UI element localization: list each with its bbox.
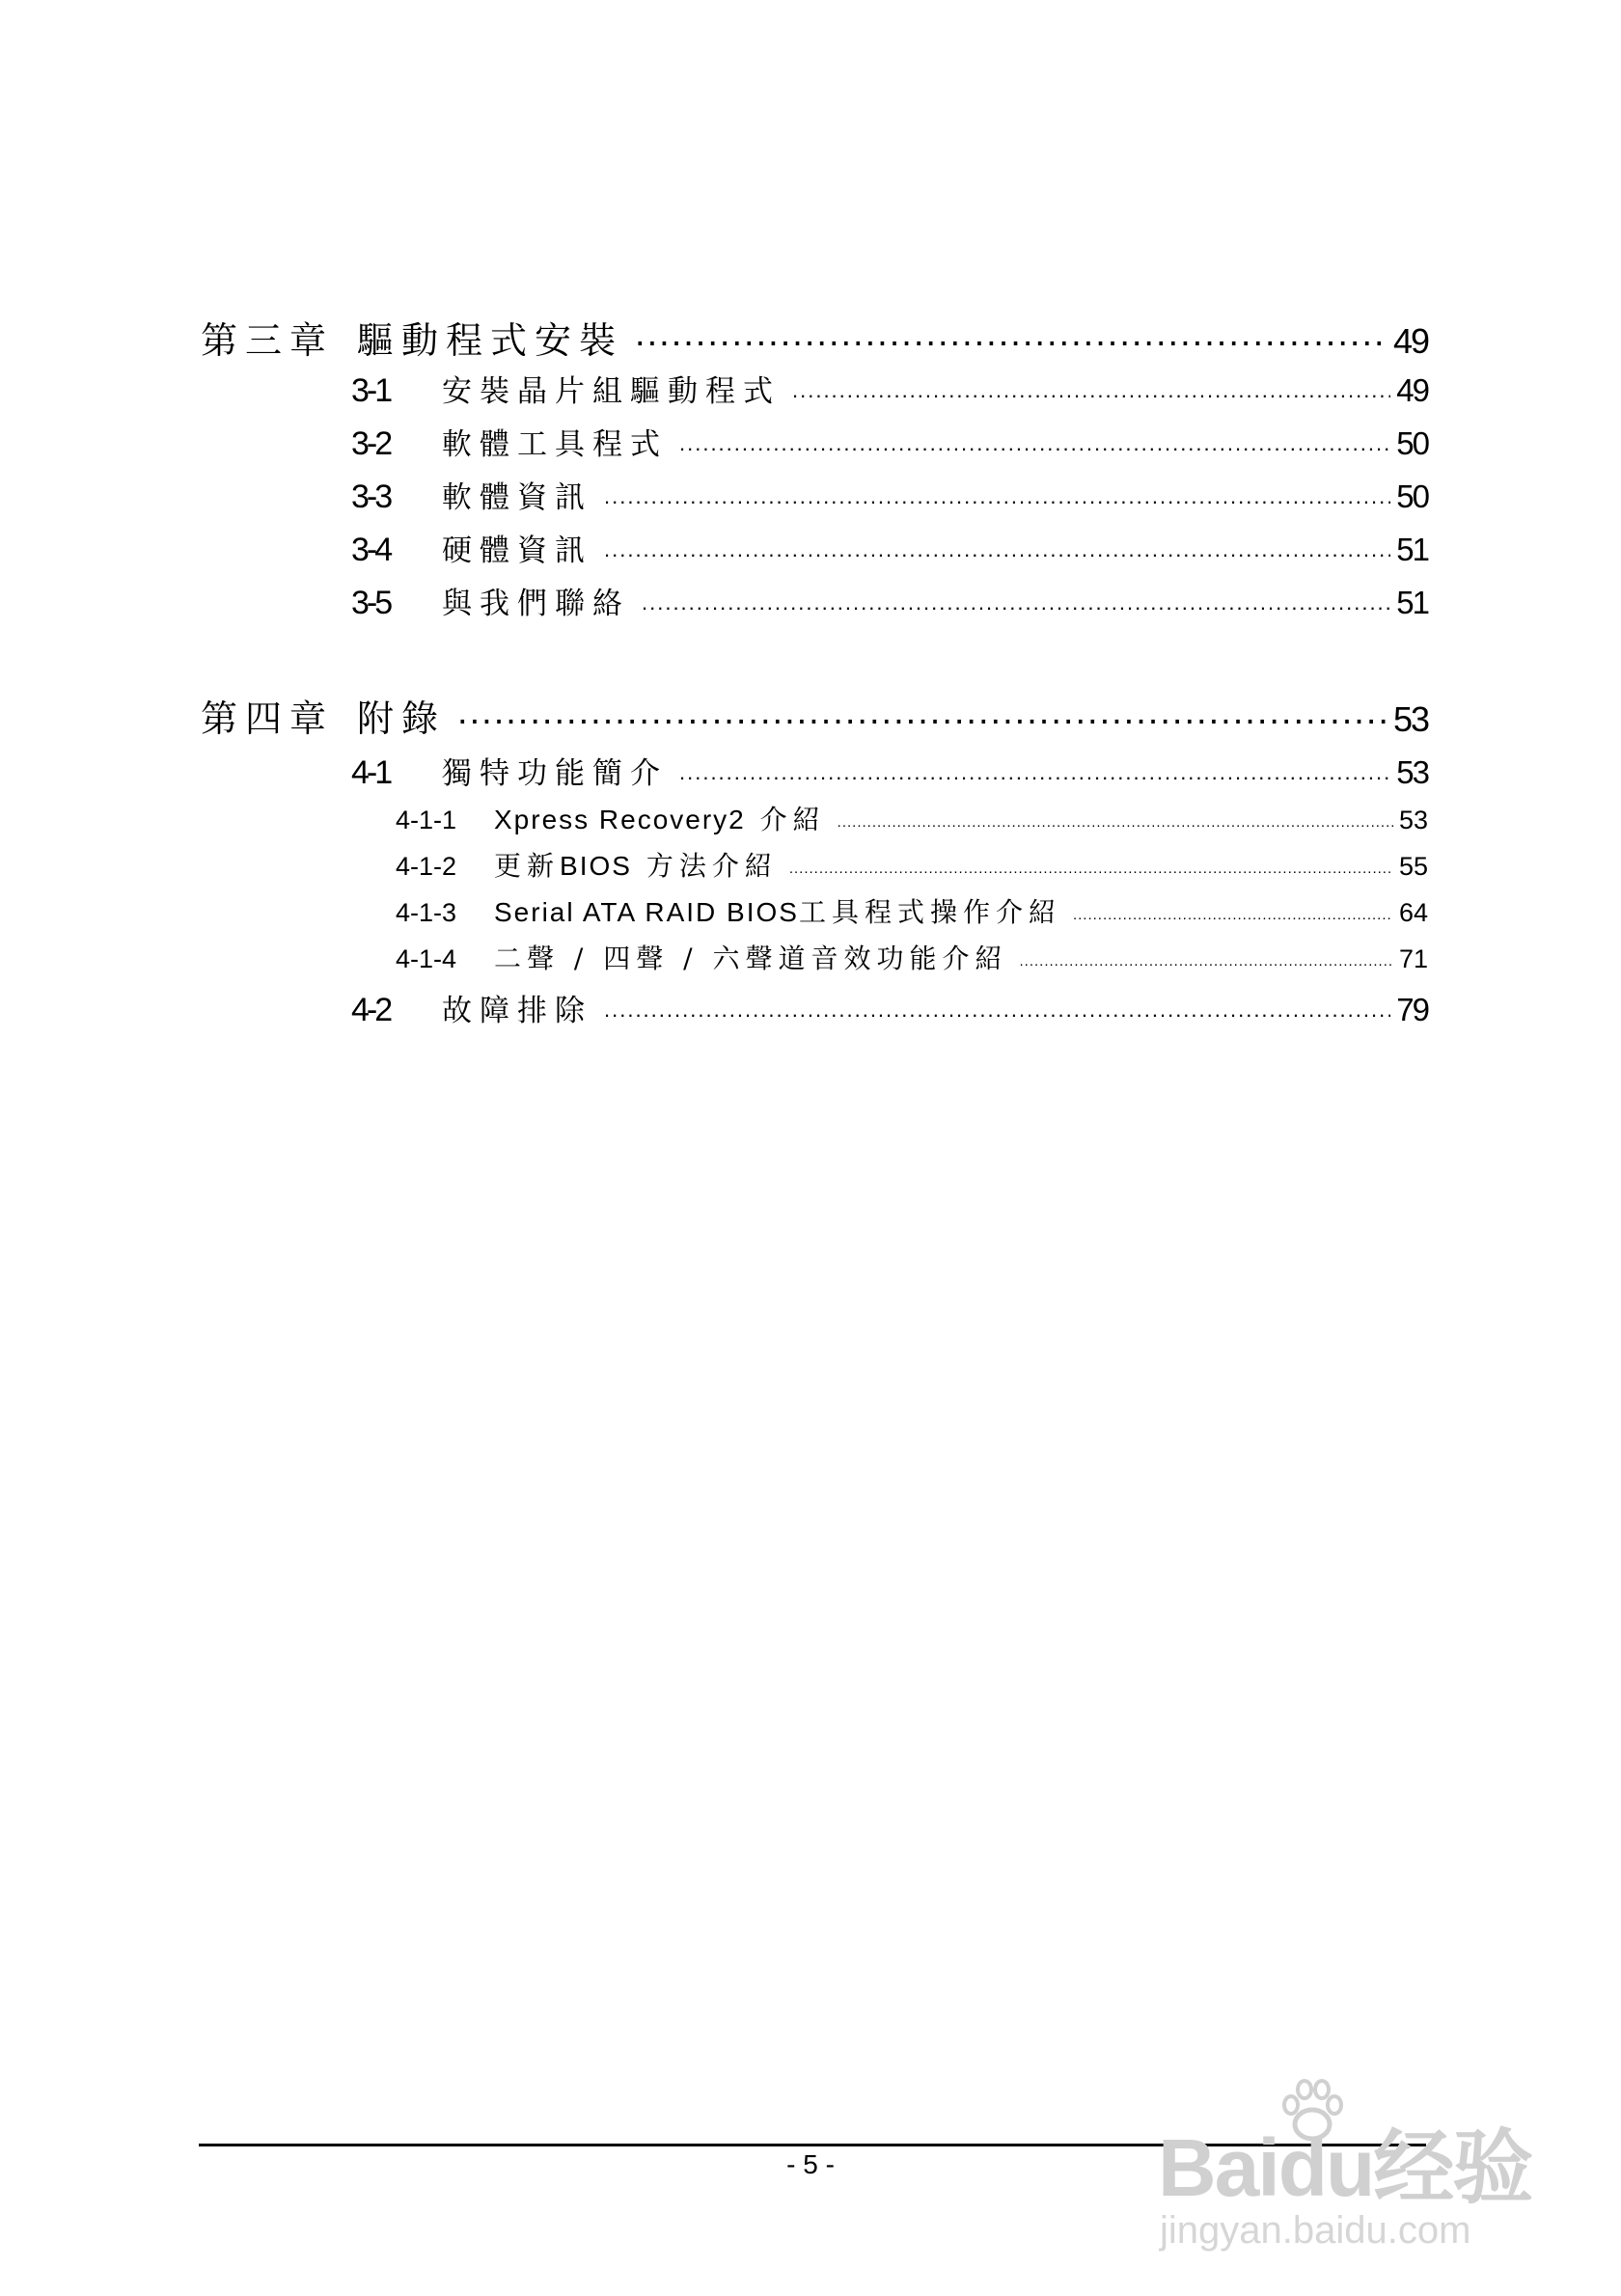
toc-subsection-4-1-1[interactable]: [396, 799, 1428, 837]
subsection-title-latin: Serial ATA RAID BIOS: [494, 897, 799, 927]
section-number: 3-1: [351, 372, 391, 409]
subsection-title: [494, 845, 783, 884]
dot-leader: [679, 753, 1390, 783]
subsection-number: 4-1-4: [396, 944, 457, 973]
subsection-number: 4-1-3: [396, 898, 457, 927]
chapter-label: 第四章: [201, 697, 335, 740]
section-number: 3-4: [351, 532, 391, 568]
dot-leader: [604, 531, 1390, 560]
subsection-title-latin: Xpress Recovery2: [494, 805, 746, 834]
dot-leader: [604, 478, 1390, 507]
section-page-number: 79: [1396, 992, 1428, 1027]
toc-section-4-2[interactable]: [351, 986, 1428, 1029]
section-number: 3-5: [351, 585, 391, 621]
subsection-title: [494, 799, 832, 837]
chapter-label: 第三章: [201, 319, 335, 362]
section-title: 與我們聯絡: [442, 587, 630, 621]
section-page-number: 51: [1396, 532, 1428, 567]
section-title: 安裝晶片組驅動程式: [442, 374, 781, 409]
toc-subsection-4-1-4[interactable]: [396, 938, 1428, 976]
section-number: 4-1: [351, 754, 391, 791]
subsection-number: 4-1-1: [396, 806, 457, 834]
toc-chapter-4[interactable]: [201, 689, 1428, 742]
toc-subsection-4-1-3[interactable]: [396, 891, 1428, 930]
dot-leader: [457, 695, 1387, 731]
section-title: 硬體資訊: [442, 533, 592, 568]
subsection-page-number: 64: [1398, 898, 1428, 927]
dot-leader: [792, 371, 1390, 401]
dot-leader: [604, 991, 1390, 1021]
section-title: 軟體資訊: [442, 480, 592, 515]
dot-leader: [642, 584, 1390, 614]
dot-leader: [679, 424, 1390, 454]
dot-leader: [1019, 941, 1392, 968]
subsection-title-cjk: 工具程式操作介紹: [798, 896, 1061, 928]
dot-leader: [838, 802, 1393, 829]
subsection-page-number: 55: [1398, 852, 1428, 881]
section-page-number: 50: [1396, 478, 1428, 514]
chapter-title: 附錄: [357, 697, 447, 740]
section-page-number: 51: [1396, 585, 1428, 620]
chapter-page-number: 53: [1392, 699, 1428, 739]
section-page-number: 49: [1396, 372, 1428, 408]
section-number: 3-3: [351, 478, 391, 515]
baidu-watermark: [1148, 2074, 1553, 2267]
dot-leader: [635, 316, 1387, 353]
toc-section-3-4[interactable]: [351, 526, 1428, 569]
watermark-logo: Baidu经验: [1158, 2122, 1532, 2213]
section-page-number: 53: [1396, 754, 1428, 790]
watermark-url: jingyan.baidu.com: [1160, 2209, 1471, 2252]
dot-leader: [789, 848, 1393, 875]
subsection-title-cjk: 介紹: [745, 804, 826, 835]
subsection-title: 二聲 / 四聲 / 六聲道音效功能介紹: [494, 943, 1008, 974]
toc-section-4-1[interactable]: [351, 749, 1428, 792]
section-title: 軟體工具程式: [442, 427, 668, 462]
toc-section-3-5[interactable]: [351, 579, 1428, 622]
section-page-number: 50: [1396, 425, 1428, 461]
subsection-title-cjk-pre: 更新: [494, 850, 561, 882]
subsection-title: [494, 891, 1067, 930]
subsection-title-cjk: 方法介紹: [631, 850, 778, 882]
subsection-page-number: 71: [1398, 944, 1428, 973]
footer-page-number: - 5 -: [786, 2149, 835, 2179]
section-title: 獨特功能簡介: [442, 756, 668, 791]
section-title: 故障排除: [442, 994, 592, 1028]
toc-chapter-3[interactable]: [201, 311, 1428, 364]
subsection-title-latin: BIOS: [560, 851, 632, 881]
subsection-number: 4-1-2: [396, 852, 457, 881]
toc-section-3-1[interactable]: [351, 367, 1428, 410]
chapter-title: 驅動程式安裝: [357, 319, 624, 362]
dot-leader: [1073, 894, 1393, 921]
toc-subsection-4-1-2[interactable]: [396, 845, 1428, 884]
toc-section-3-3[interactable]: [351, 473, 1428, 516]
subsection-page-number: 53: [1398, 806, 1428, 834]
section-number: 3-2: [351, 425, 391, 462]
section-number: 4-2: [351, 992, 391, 1028]
toc-section-3-2[interactable]: [351, 420, 1428, 463]
chapter-page-number: 49: [1392, 321, 1428, 361]
